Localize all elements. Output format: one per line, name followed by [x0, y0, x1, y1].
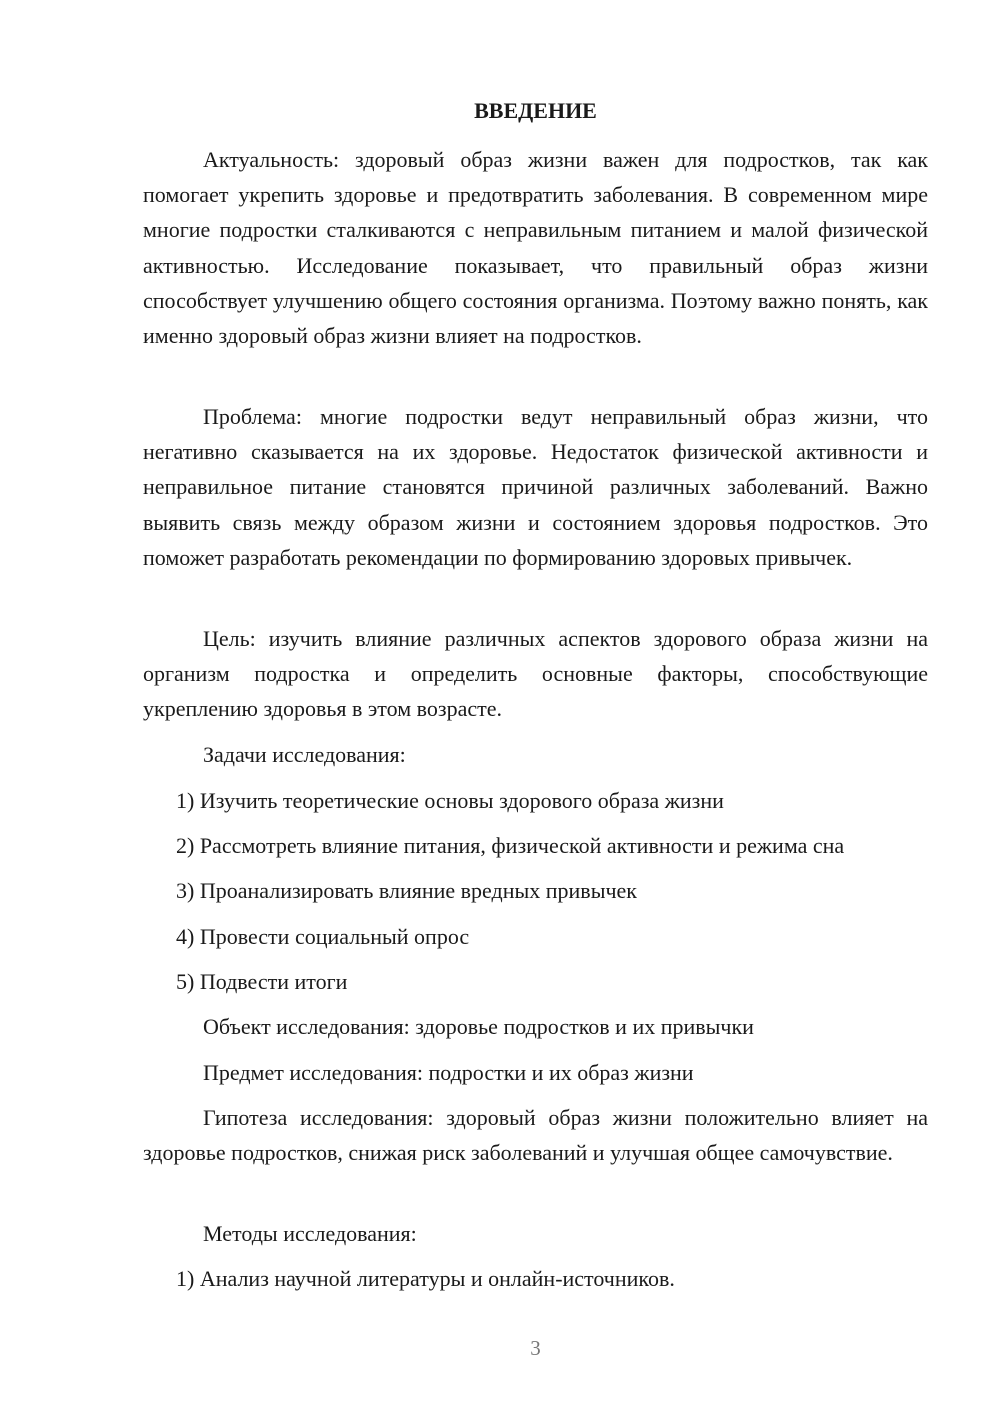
task-item: 3) Проанализировать влияние вредных привычек: [176, 878, 637, 903]
section-heading: ВВЕДЕНИЕ: [474, 98, 597, 123]
hypothesis-paragraph: Гипотеза исследования: здоровый образ жизни положительно влияет на здоровье подростков, снижая риск заболеваний и улучшая общее самочувствие.: [143, 1105, 928, 1166]
tasks-heading: Задачи исследования:: [203, 742, 406, 767]
document-page: [143, 0, 928, 1414]
subject-line: Предмет исследования: подростки и их образ жизни: [203, 1060, 694, 1085]
task-item: 5) Подвести итоги: [176, 969, 348, 994]
methods-heading: Методы исследования:: [203, 1221, 417, 1246]
page-number: 3: [530, 1336, 541, 1360]
task-item: 2) Рассмотреть влияние питания, физической активности и режима сна: [176, 833, 845, 858]
task-item: 4) Провести социальный опрос: [176, 924, 470, 949]
relevance-paragraph: Актуальность: здоровый образ жизни важен для подростков, так как помогает укрепить здоровье и предотвратить заболевания. В современном мире многие подростки сталкиваются с неправильным питанием и малой физической активностью. Исследование показывает, что правильный образ жизни способствует улучшению общего состояния организма. Поэтому важно понять, как именно здоровый образ жизни влияет на подростков.: [143, 147, 928, 349]
task-item: 1) Изучить теоретические основы здорового образа жизни: [176, 788, 724, 813]
object-line: Объект исследования: здоровье подростков и их привычки: [203, 1014, 754, 1039]
method-item: 1) Анализ научной литературы и онлайн-источников.: [176, 1266, 675, 1291]
goal-paragraph: Цель: изучить влияние различных аспектов здорового образа жизни на организм подростка и определить основные факторы, способствующие укреплению здоровья в этом возрасте.: [143, 626, 928, 722]
problem-paragraph: Проблема: многие подростки ведут неправильный образ жизни, что негативно сказывается на их здоровье. Недостаток физической активности и неправильное питание становятся причиной различных заболеваний. Важно выявить связь между образом жизни и состоянием здоровья подростков. Это поможет разработать рекомендации по формированию здоровых привычек.: [143, 404, 928, 570]
